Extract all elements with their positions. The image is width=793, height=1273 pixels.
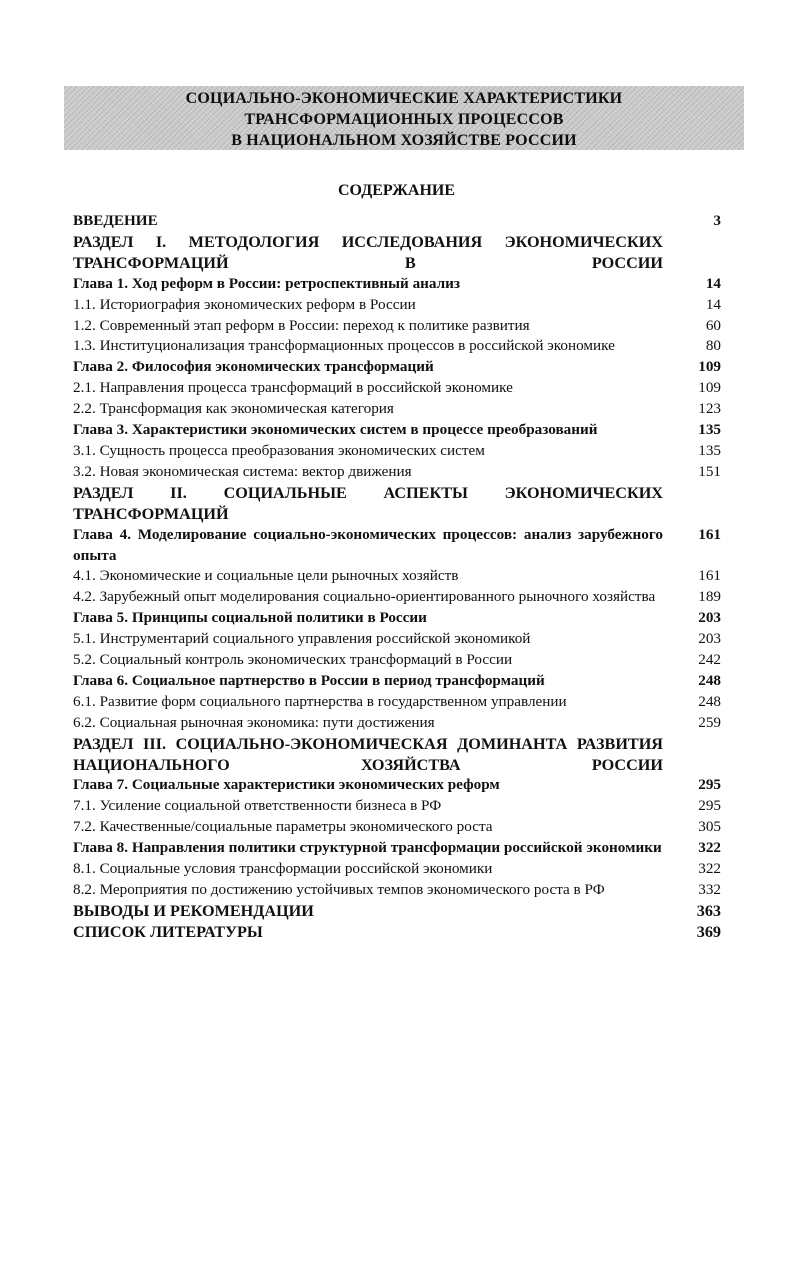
toc-item — [73, 796, 721, 817]
toc-entry-page: 305 — [698, 818, 721, 836]
toc-entry-page: 363 — [696, 901, 721, 920]
toc-chapter-5 — [73, 608, 721, 629]
toc-entry-title: Глава 7. Социальные характеристики экономических реформ — [73, 776, 500, 794]
toc-chapter-8 — [73, 838, 721, 859]
toc-entry-title: 4.1. Экономические и социальные цели рыночных хозяйств — [73, 567, 459, 585]
toc-entry-title: 1.1. Историография экономических реформ в России — [73, 295, 416, 313]
toc-entry-title: 7.1. Усиление социальной ответственности бизнеса в РФ — [73, 797, 442, 815]
toc-item — [73, 629, 721, 650]
toc-entry-title: Глава 4. Моделирование социально-экономических процессов: анализ зарубежного опыта — [73, 525, 663, 564]
toc-chapter-4 — [73, 525, 721, 567]
toc-entry-title: 8.2. Мероприятия по достижению устойчивых темпов экономического роста в РФ — [73, 881, 605, 898]
toc-entry-title: ВЫВОДЫ И РЕКОМЕНДАЦИИ — [73, 901, 314, 920]
toc-entry-bibliography — [73, 922, 721, 943]
toc-item — [73, 817, 721, 838]
toc-entry-title: РАЗДЕЛ II. СОЦИАЛЬНЫЕ АСПЕКТЫ ЭКОНОМИЧЕСКИХ ТРАНСФОРМАЦИЙ — [73, 483, 663, 523]
toc-entry-title: 1.3. Институционализация трансформационных процессов в российской экономике — [73, 337, 615, 355]
toc-entry-page: 322 — [698, 839, 721, 857]
toc-entry-page: 109 — [698, 379, 721, 397]
toc-entry-page: 109 — [698, 358, 721, 376]
toc-entry-page: 295 — [698, 797, 721, 815]
toc-item — [73, 295, 721, 316]
toc-entry-page: 189 — [698, 588, 721, 606]
toc-entry-title: СПИСОК ЛИТЕРАТУРЫ — [73, 922, 263, 941]
toc-entry-title: 3.2. Новая экономическая система: вектор движения — [73, 462, 412, 480]
toc-entry-title: Глава 2. Философия экономических трансформаций — [73, 358, 434, 376]
toc-entry-page: 203 — [698, 609, 721, 627]
toc-entry-title: 8.1. Социальные условия трансформации российской экономики — [73, 860, 493, 878]
title-line-1: СОЦИАЛЬНО-ЭКОНОМИЧЕСКИЕ ХАРАКТЕРИСТИКИ — [185, 90, 623, 107]
toc-chapter-1 — [73, 274, 721, 295]
toc-entry-page: 369 — [696, 922, 721, 941]
toc-entry-title: Глава 1. Ход реформ в России: ретроспективный анализ — [73, 274, 461, 292]
toc-entry-title: 2.1. Направления процесса трансформаций в российской экономике — [73, 379, 513, 397]
toc-section-3 — [73, 734, 721, 776]
toc-item — [73, 859, 721, 880]
toc-entry-title: РАЗДЕЛ I. МЕТОДОЛОГИЯ ИССЛЕДОВАНИЯ ЭКОНОМИЧЕСКИХ ТРАНСФОРМАЦИЙ В РОССИИ — [73, 232, 663, 272]
toc-entry-page: 259 — [698, 713, 721, 731]
toc-section-2 — [73, 483, 721, 525]
toc-entry-page: 248 — [698, 671, 721, 689]
toc-item — [73, 378, 721, 399]
title-line-3: В НАЦИОНАЛЬНОМ ХОЗЯЙСТВЕ РОССИИ — [231, 132, 577, 149]
toc-item — [73, 566, 721, 587]
toc-entry-page: 14 — [705, 274, 721, 292]
toc-entry-page: 3 — [713, 212, 721, 229]
toc-entry-title: 6.1. Развитие форм социального партнерства в государственном управлении — [73, 692, 567, 710]
toc-entry-title: 5.2. Социальный контроль экономических трансформаций в России — [73, 651, 513, 669]
toc-item — [73, 399, 721, 420]
toc-item — [73, 587, 721, 608]
toc-entry-page: 151 — [698, 462, 721, 480]
toc-entry-title: Глава 3. Характеристики экономических систем в процессе преобразований — [73, 421, 598, 439]
toc-entry-title: Глава 5. Принципы социальной политики в России — [73, 609, 427, 627]
toc-entry-page: 161 — [698, 567, 721, 585]
toc-entry-title: 7.2. Качественные/социальные параметры экономического роста — [73, 818, 493, 836]
toc-entry-page: 14 — [705, 295, 721, 313]
toc-item — [73, 880, 721, 901]
toc-entry-page: 80 — [705, 337, 721, 355]
title-banner — [64, 86, 744, 150]
toc-chapter-3 — [73, 420, 721, 441]
toc-entry-title: ВВЕДЕНИЕ — [73, 212, 158, 229]
toc-entry-title: Глава 6. Социальное партнерство в России в период трансформаций — [73, 671, 545, 689]
toc-entry-title: РАЗДЕЛ III. СОЦИАЛЬНО-ЭКОНОМИЧЕСКАЯ ДОМИНАНТА РАЗВИТИЯ НАЦИОНАЛЬНОГО ХОЗЯЙСТВА РОССИИ — [73, 734, 663, 774]
toc-entry-page: 332 — [698, 881, 721, 898]
toc-item — [73, 650, 721, 671]
toc-item — [73, 713, 721, 734]
toc-entry-page: 248 — [698, 692, 721, 710]
toc-entry-page: 60 — [705, 316, 721, 334]
toc-item — [73, 462, 721, 483]
table-of-contents — [73, 211, 721, 943]
toc-entry-page: 135 — [698, 421, 721, 439]
toc-item — [73, 336, 721, 357]
toc-entry-page: 242 — [698, 651, 721, 669]
toc-entry-page: 322 — [698, 860, 721, 878]
toc-entry-title: 6.2. Социальная рыночная экономика: пути достижения — [73, 713, 435, 731]
toc-chapter-6 — [73, 671, 721, 692]
toc-entry-page: 123 — [698, 400, 721, 418]
toc-entry-title: 2.2. Трансформация как экономическая категория — [73, 400, 394, 418]
toc-item — [73, 441, 721, 462]
toc-item — [73, 692, 721, 713]
toc-entry-title: 3.1. Сущность процесса преобразования экономических систем — [73, 441, 485, 459]
toc-entry-page: 295 — [698, 776, 721, 794]
toc-section-1 — [73, 232, 721, 274]
toc-entry-introduction — [73, 211, 721, 232]
toc-chapter-2 — [73, 357, 721, 378]
toc-entry-conclusions — [73, 901, 721, 922]
toc-chapter-7 — [73, 775, 721, 796]
toc-entry-page: 135 — [698, 441, 721, 459]
toc-entry-page: 161 — [698, 525, 721, 543]
toc-heading: СОДЕРЖАНИЕ — [337, 182, 456, 199]
toc-entry-title: 4.2. Зарубежный опыт моделирования социально-ориентированного рыночного хозяйства — [73, 588, 656, 606]
title-line-2: ТРАНСФОРМАЦИОННЫХ ПРОЦЕССОВ — [244, 111, 564, 128]
toc-entry-title: 5.1. Инструментарий социального управления российской экономикой — [73, 630, 531, 648]
toc-entry-title: 1.2. Современный этап реформ в России: переход к политике развития — [73, 316, 530, 334]
toc-item — [73, 316, 721, 337]
toc-entry-title: Глава 8. Направления политики структурной трансформации российской экономики — [73, 839, 662, 857]
toc-entry-page: 203 — [698, 630, 721, 648]
